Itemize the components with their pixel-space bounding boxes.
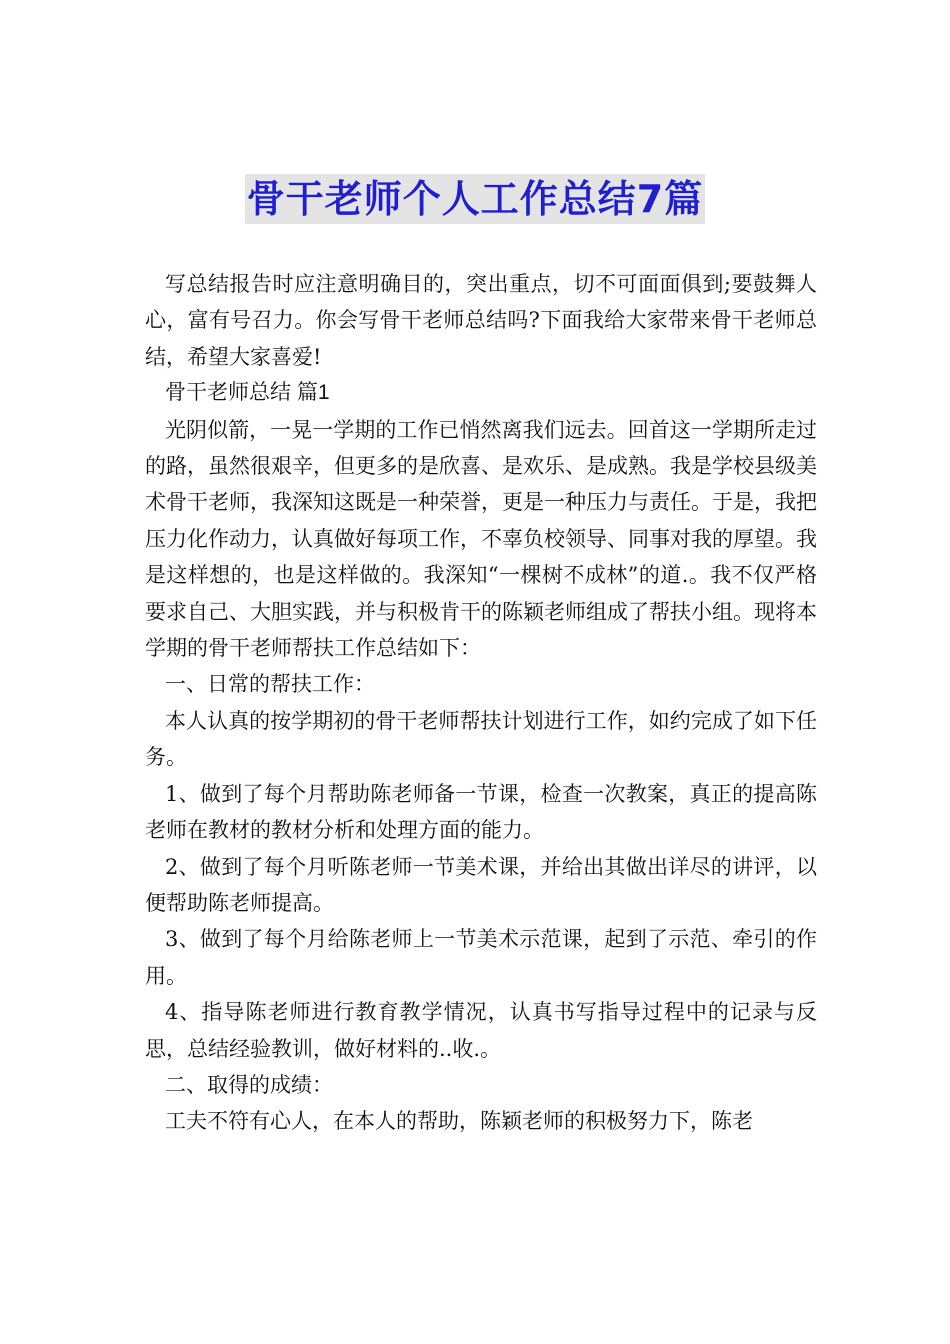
section-heading: 一、日常的帮扶工作： <box>165 672 375 697</box>
section-heading: 二、取得的成绩： <box>165 1072 333 1097</box>
document-body <box>145 266 817 1140</box>
list-item: 4、指导陈老师进行教育教学情况，认真书写指导过程中的记录与反思，总结经验教训，做好材料的..收.。 <box>145 1000 817 1061</box>
body-paragraph: 光阴似箭，一晃一学期的工作已悄然离我们远去。回首这一学期所走过的路，虽然很艰辛，但更多的是欣喜、是欢乐、是成熟。我是学校县级美术骨干老师，我深知这既是一种荣誉，更是一种压力与责任。于是，我把压力化作动力，认真做好每项工作，不辜负校领导、同事对我的厚望。我是这样想的，也是这样做的。我深知“一棵树不成林”的道.。我不仅严格要求自己、大胆实践，并与积极肯干的陈颖老师组成了帮扶小组。现将本学期的骨干老师帮扶工作总结如下： <box>145 417 817 661</box>
intro-paragraph: 写总结报告时应注意明确目的，突出重点，切不可面面俱到;要鼓舞人心，富有号召力。你会写骨干老师总结吗?下面我给大家带来骨干老师总结，希望大家喜爱! <box>145 272 817 369</box>
section-heading: 骨干老师总结 篇1 <box>165 381 330 405</box>
body-paragraph: 本人认真的按学期初的骨干老师帮扶计划进行工作，如约完成了如下任务。 <box>145 708 817 770</box>
list-item: 2、做到了每个月听陈老师一节美术课，并给出其做出详尽的讲评，以便帮助陈老师提高。 <box>145 854 817 915</box>
list-item: 3、做到了每个月给陈老师上一节美术示范课，起到了示范、牵引的作用。 <box>145 927 817 988</box>
body-paragraph: 工夫不符有心人，在本人的帮助，陈颖老师的积极努力下，陈老 <box>165 1109 753 1134</box>
title-block <box>0 174 950 224</box>
list-item: 1、做到了每个月帮助陈老师备一节课，检查一次教案，真正的提高陈老师在教材的教材分析和处理方面的能力。 <box>145 781 817 843</box>
document-title: 骨干老师个人工作总结7篇 <box>245 174 705 224</box>
